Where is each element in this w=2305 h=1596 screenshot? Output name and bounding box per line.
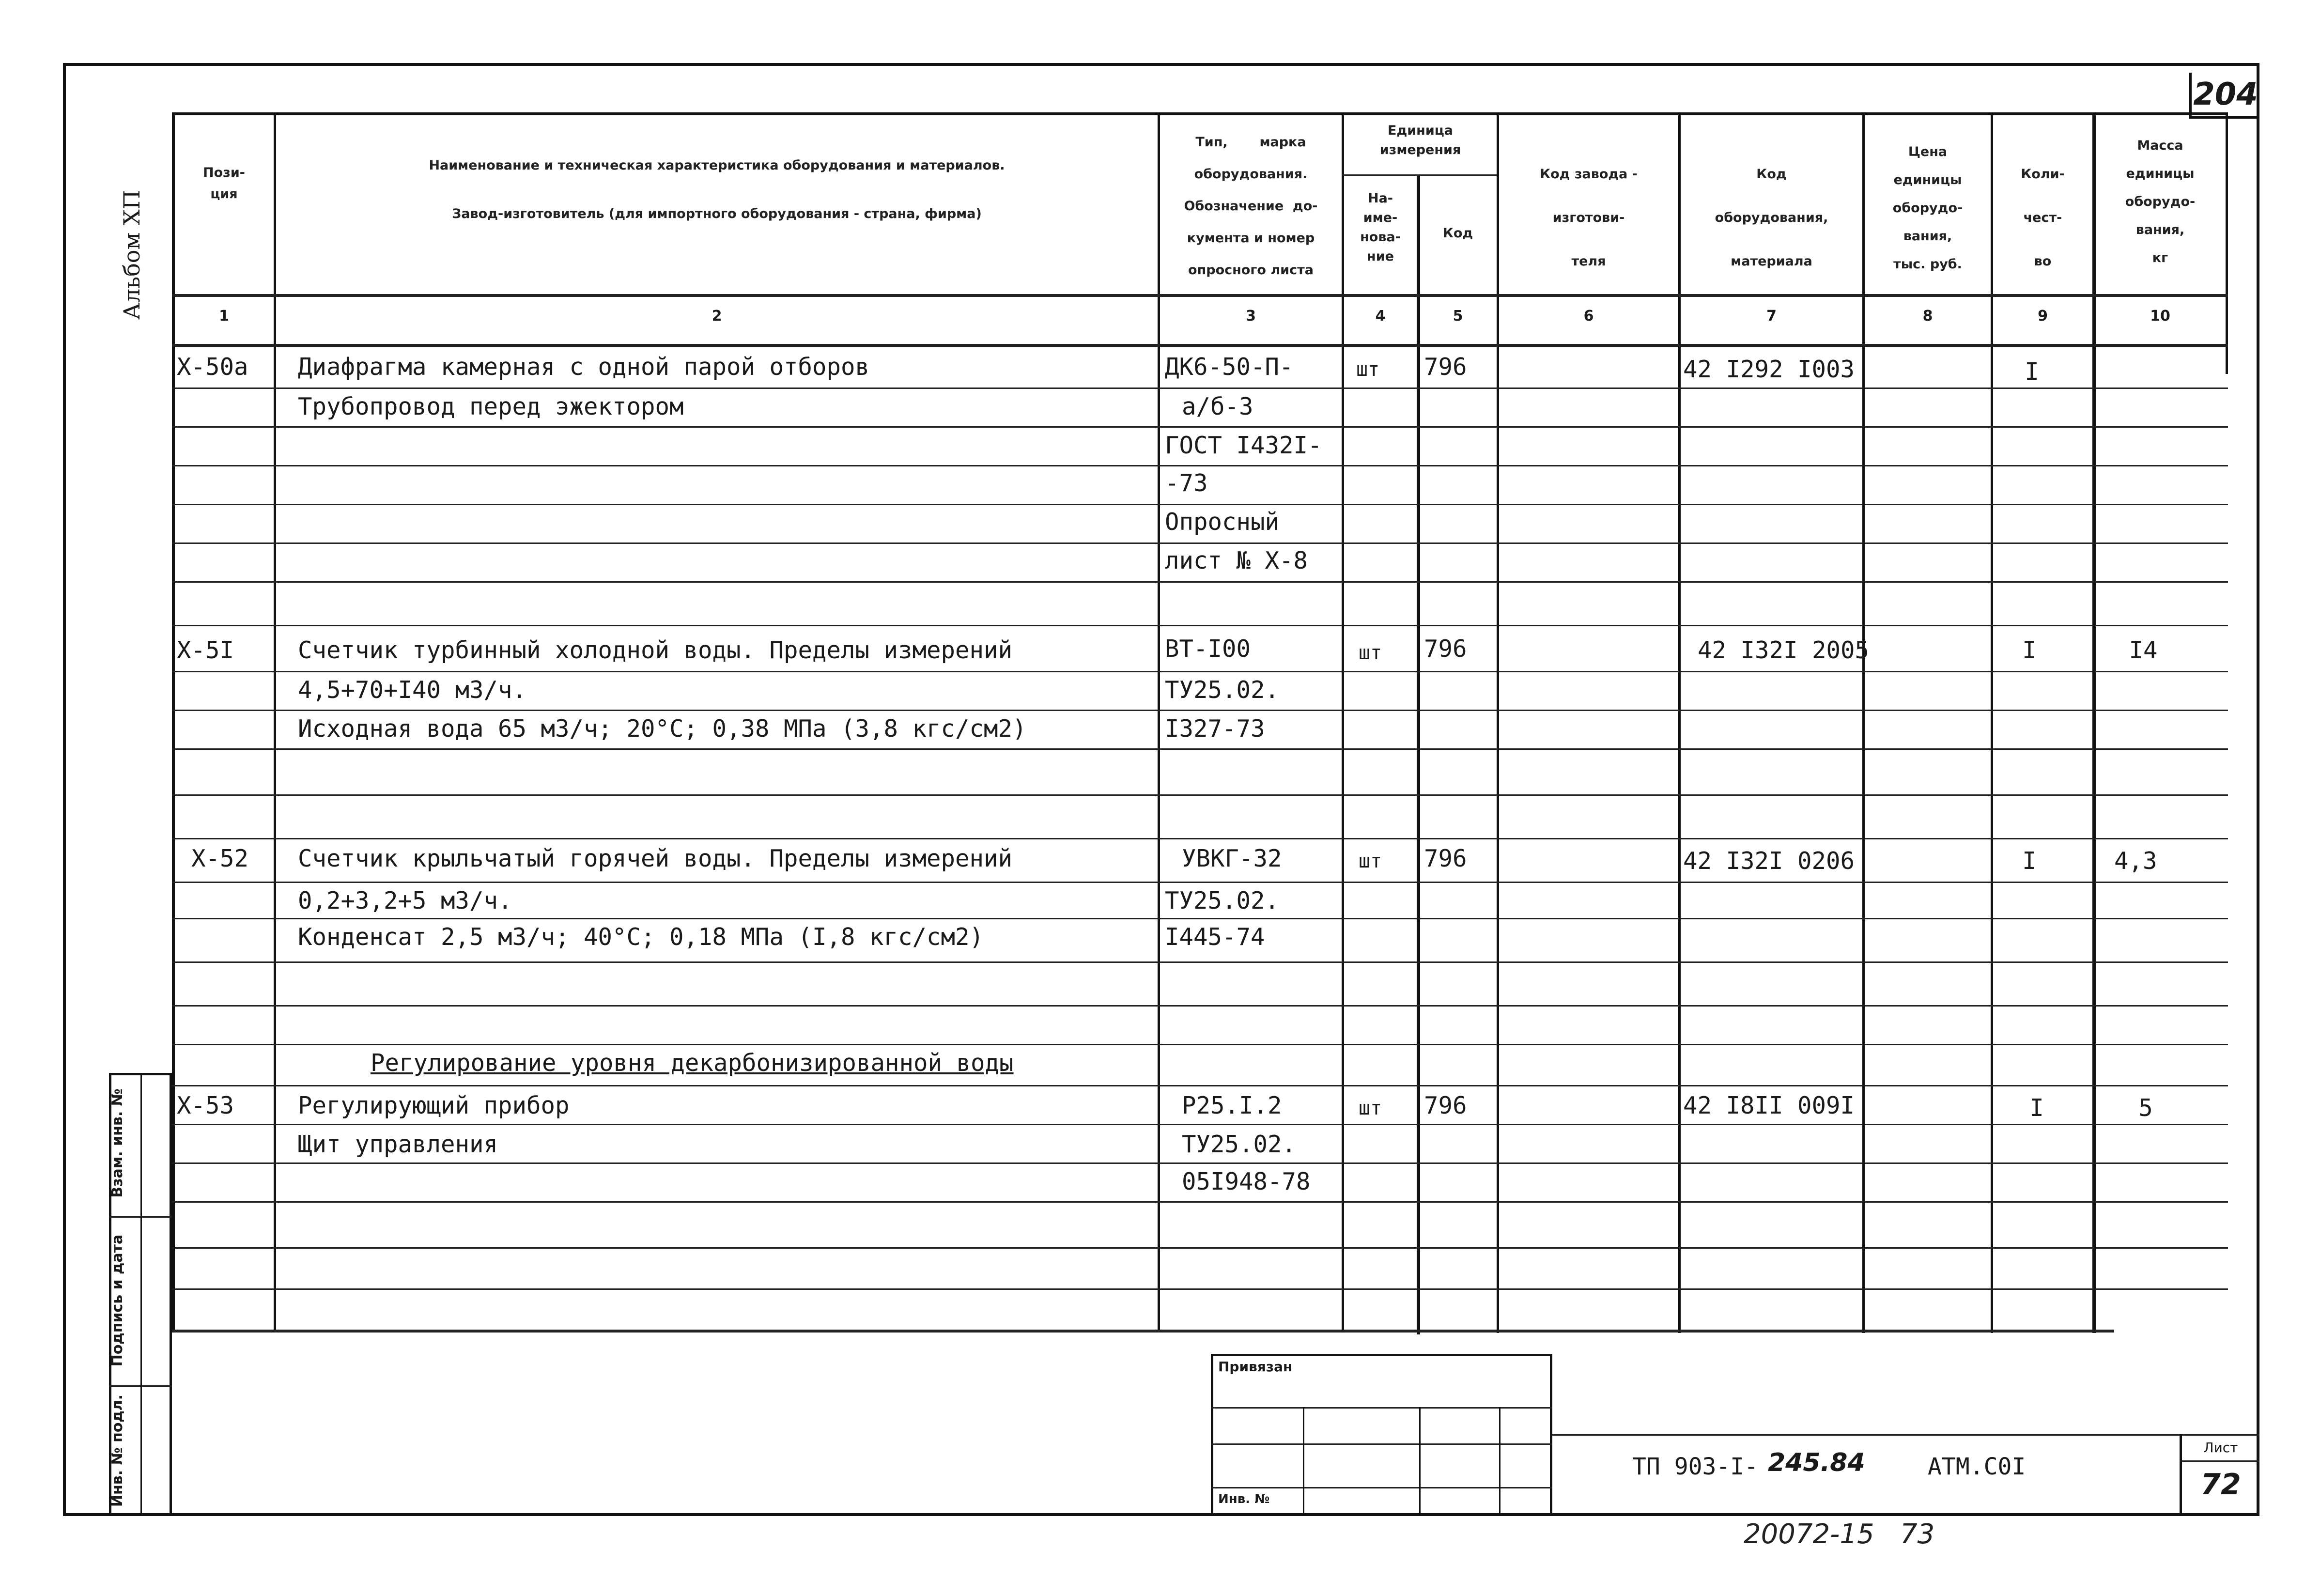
- margin-label-inv: Инв. № подл.: [109, 1394, 126, 1507]
- sheet-label: Лист: [2203, 1440, 2238, 1456]
- row-unit: шт: [1359, 850, 1382, 872]
- col-header-3-line2: оборудования.: [1194, 167, 1308, 182]
- col-header-8: Цена единицы оборудо- вания, тыс. руб.: [1892, 144, 1963, 272]
- section-heading: Регулирование уровня декарбонизированной воды: [371, 1049, 1014, 1077]
- col-num-7: 7: [1766, 308, 1777, 325]
- col-header-3-line3: Обозначение до-: [1184, 199, 1318, 214]
- col-num-4: 4: [1375, 308, 1386, 325]
- row-equip-code: 42 I8II 009I: [1683, 1092, 1855, 1119]
- unit-group-header: Единица измерения: [1379, 123, 1461, 157]
- row-unit-code: 796: [1424, 353, 1467, 381]
- row-name: Счетчик турбинный холодной воды. Пределы измерений: [298, 636, 1013, 664]
- margin-label-vzam: Взам. инв. №: [109, 1088, 126, 1198]
- row-mass: 5: [2138, 1094, 2153, 1122]
- col-header-4: На- име- нова- ние: [1360, 191, 1401, 264]
- row-type: лист № Х-8: [1165, 547, 1308, 574]
- row-unit-code: 796: [1424, 1092, 1467, 1119]
- album-label: Альбом ХП: [119, 190, 145, 320]
- row-name: Трубопровод перед эжектором: [298, 393, 684, 420]
- row-type: ВТ-I00: [1165, 635, 1251, 663]
- col-header-5: Код: [1442, 226, 1473, 241]
- col-header-10: Масса единицы оборудо- вания, кг: [2125, 138, 2196, 265]
- row-equip-code: 42 I292 I003: [1683, 356, 1855, 383]
- col-num-1: 1: [219, 308, 229, 325]
- sheet-number-top: 204: [2189, 73, 2259, 119]
- col-header-1: Пози- ция: [203, 165, 245, 201]
- row-pos: Х-52: [191, 845, 249, 872]
- row-pos: Х-50а: [177, 353, 248, 381]
- row-type: ТУ25.02.: [1165, 676, 1280, 704]
- col-header-3-line5: опросного листа: [1188, 263, 1314, 278]
- row-name: Конденсат 2,5 м3/ч; 40°С; 0,18 МПа (I,8 кгс/см2): [298, 923, 984, 951]
- doc-code-handwritten: 245.84: [1768, 1448, 1865, 1477]
- row-type: а/б-3: [1182, 393, 1253, 420]
- row-type: ГОСТ I432I-: [1165, 432, 1322, 459]
- row-name: Щит управления: [298, 1131, 498, 1158]
- col-header-3-line4: кумента и номер: [1187, 231, 1315, 246]
- row-name: Регулирующий прибор: [298, 1092, 570, 1119]
- row-name: Исходная вода 65 м3/ч; 20°С; 0,38 МПа (3,8 кгс/см2): [298, 715, 1027, 743]
- col-num-2: 2: [712, 308, 722, 325]
- row-equip-code: 42 I32I 0206: [1683, 847, 1855, 875]
- col-header-9: Коли- чест- во: [2021, 167, 2065, 269]
- col-num-9: 9: [2038, 308, 2048, 325]
- row-qty: I: [2029, 1094, 2044, 1122]
- row-unit: шт: [1359, 642, 1382, 664]
- col-num-10: 10: [2150, 308, 2170, 325]
- row-unit: шт: [1359, 1097, 1382, 1119]
- row-pos: Х-53: [177, 1092, 234, 1119]
- row-unit: шт: [1356, 358, 1380, 381]
- row-mass: I4: [2129, 636, 2158, 664]
- privyazan-label: Привязан: [1218, 1359, 1293, 1375]
- bottom-note: 20072-15 73: [1744, 1519, 1935, 1550]
- row-qty: I: [2022, 847, 2037, 875]
- row-mass: 4,3: [2114, 847, 2157, 875]
- row-qty: I: [2025, 358, 2039, 386]
- col-header-3-line1: Тип, марка: [1195, 135, 1306, 150]
- row-type: Опросный: [1165, 508, 1280, 536]
- row-type: УВКГ-32: [1182, 845, 1282, 872]
- doc-suffix: АТМ.С0I: [1928, 1453, 2026, 1480]
- margin-label-podpis: Подпись и дата: [109, 1234, 126, 1367]
- col-header-6: Код завода - изготови- теля: [1540, 167, 1638, 269]
- row-name: Счетчик крыльчатый горячей воды. Пределы измерений: [298, 845, 1013, 872]
- col-header-7: Код оборудования, материала: [1715, 167, 1828, 269]
- col-num-5: 5: [1453, 308, 1463, 325]
- col-num-3: 3: [1246, 308, 1256, 325]
- row-type: Р25.I.2: [1182, 1092, 1282, 1119]
- col-header-2-line1: Наименование и техническая характеристика оборудования и материалов.: [429, 158, 1005, 173]
- row-qty: I: [2022, 636, 2037, 664]
- row-type: ДК6-50-П-: [1165, 353, 1294, 381]
- col-header-2-line2: Завод-изготовитель (для импортного оборудования - страна, фирма): [452, 206, 982, 221]
- col-num-8: 8: [1922, 308, 1933, 325]
- row-type: ТУ25.02.: [1182, 1131, 1297, 1158]
- col-num-6: 6: [1583, 308, 1594, 325]
- row-name: Диафрагма камерная с одной парой отборов: [298, 353, 870, 381]
- row-type: -73: [1165, 469, 1208, 497]
- row-type: ТУ25.02.: [1165, 887, 1280, 914]
- row-type: I445-74: [1165, 923, 1265, 951]
- row-name: 4,5+70+I40 м3/ч.: [298, 676, 527, 704]
- row-equip-code: 42 I32I 2005: [1698, 636, 1870, 664]
- row-type: I327-73: [1165, 715, 1265, 743]
- row-unit-code: 796: [1424, 635, 1467, 663]
- sheet-value: 72: [2200, 1468, 2241, 1502]
- row-unit-code: 796: [1424, 845, 1467, 872]
- row-type: 05I948-78: [1182, 1168, 1311, 1195]
- row-name: 0,2+3,2+5 м3/ч.: [298, 887, 512, 914]
- inv-label: Инв. №: [1218, 1492, 1270, 1506]
- row-pos: Х-5I: [177, 636, 234, 664]
- doc-code: ТП 903-I-: [1632, 1453, 1759, 1480]
